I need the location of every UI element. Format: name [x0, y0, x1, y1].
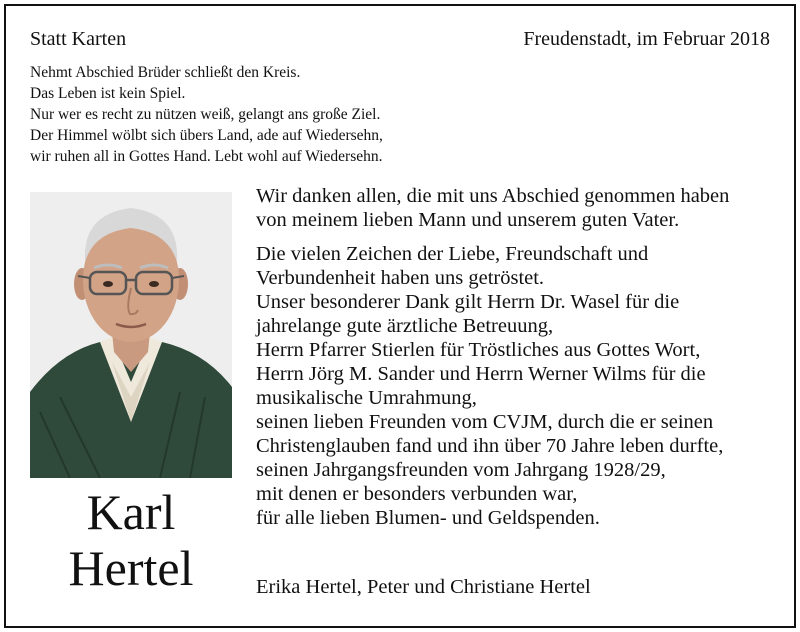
poem	[30, 62, 383, 167]
body-line: seinen Jahrgangsfreunden vom Jahrgang 1928/29,	[256, 459, 666, 481]
body-line: jahrelange gute ärztliche Betreuung,	[256, 315, 554, 337]
body-line: Herrn Pfarrer Stierlen für Tröstliches aus Gottes Wort,	[256, 339, 701, 361]
body-line: Unser besonderer Dank gilt Herrn Dr. Wasel für die	[256, 291, 680, 313]
body-line: Herrn Jörg M. Sander und Herrn Werner Wilms für die	[256, 363, 706, 385]
body-line: musikalische Umrahmung,	[256, 387, 477, 409]
deceased-name	[30, 484, 232, 596]
poem-line: Der Himmel wölbt sich übers Land, ade auf Wiedersehn,	[30, 127, 383, 144]
body-line: mit denen er besonders verbunden war,	[256, 483, 578, 505]
body-line: für alle lieben Blumen- und Geldspenden.	[256, 507, 600, 529]
last-name: Hertel	[68, 540, 194, 596]
paragraph-gap	[256, 232, 776, 242]
body-line: Christenglauben fand und ihn über 70 Jahre leben durfte,	[256, 435, 724, 457]
first-name: Karl	[86, 484, 176, 540]
portrait-photo	[30, 192, 232, 478]
header-place-date: Freudenstadt, im Februar 2018	[523, 28, 770, 50]
body-line: seinen lieben Freunden vom CVJM, durch die er seinen	[256, 411, 714, 433]
poem-line: Nehmt Abschied Brüder schließt den Kreis.	[30, 64, 301, 81]
intro-line: Wir danken allen, die mit uns Abschied genommen haben	[256, 185, 730, 207]
thank-you-message	[256, 184, 776, 530]
portrait-illustration	[30, 192, 232, 478]
poem-line: Das Leben ist kein Spiel.	[30, 85, 186, 102]
poem-line: Nur wer es recht zu nützen weiß, gelangt ans große Ziel.	[30, 106, 381, 123]
poem-line: wir ruhen all in Gottes Hand. Lebt wohl auf Wiedersehn.	[30, 148, 383, 165]
family-signature: Erika Hertel, Peter und Christiane Hertel	[256, 576, 591, 598]
header-statt-karten: Statt Karten	[30, 28, 127, 50]
body-line: Verbundenheit haben uns getröstet.	[256, 267, 545, 289]
body-line: Die vielen Zeichen der Liebe, Freundschaft und	[256, 243, 649, 265]
intro-line: von meinem lieben Mann und unserem guten Vater.	[256, 209, 680, 231]
